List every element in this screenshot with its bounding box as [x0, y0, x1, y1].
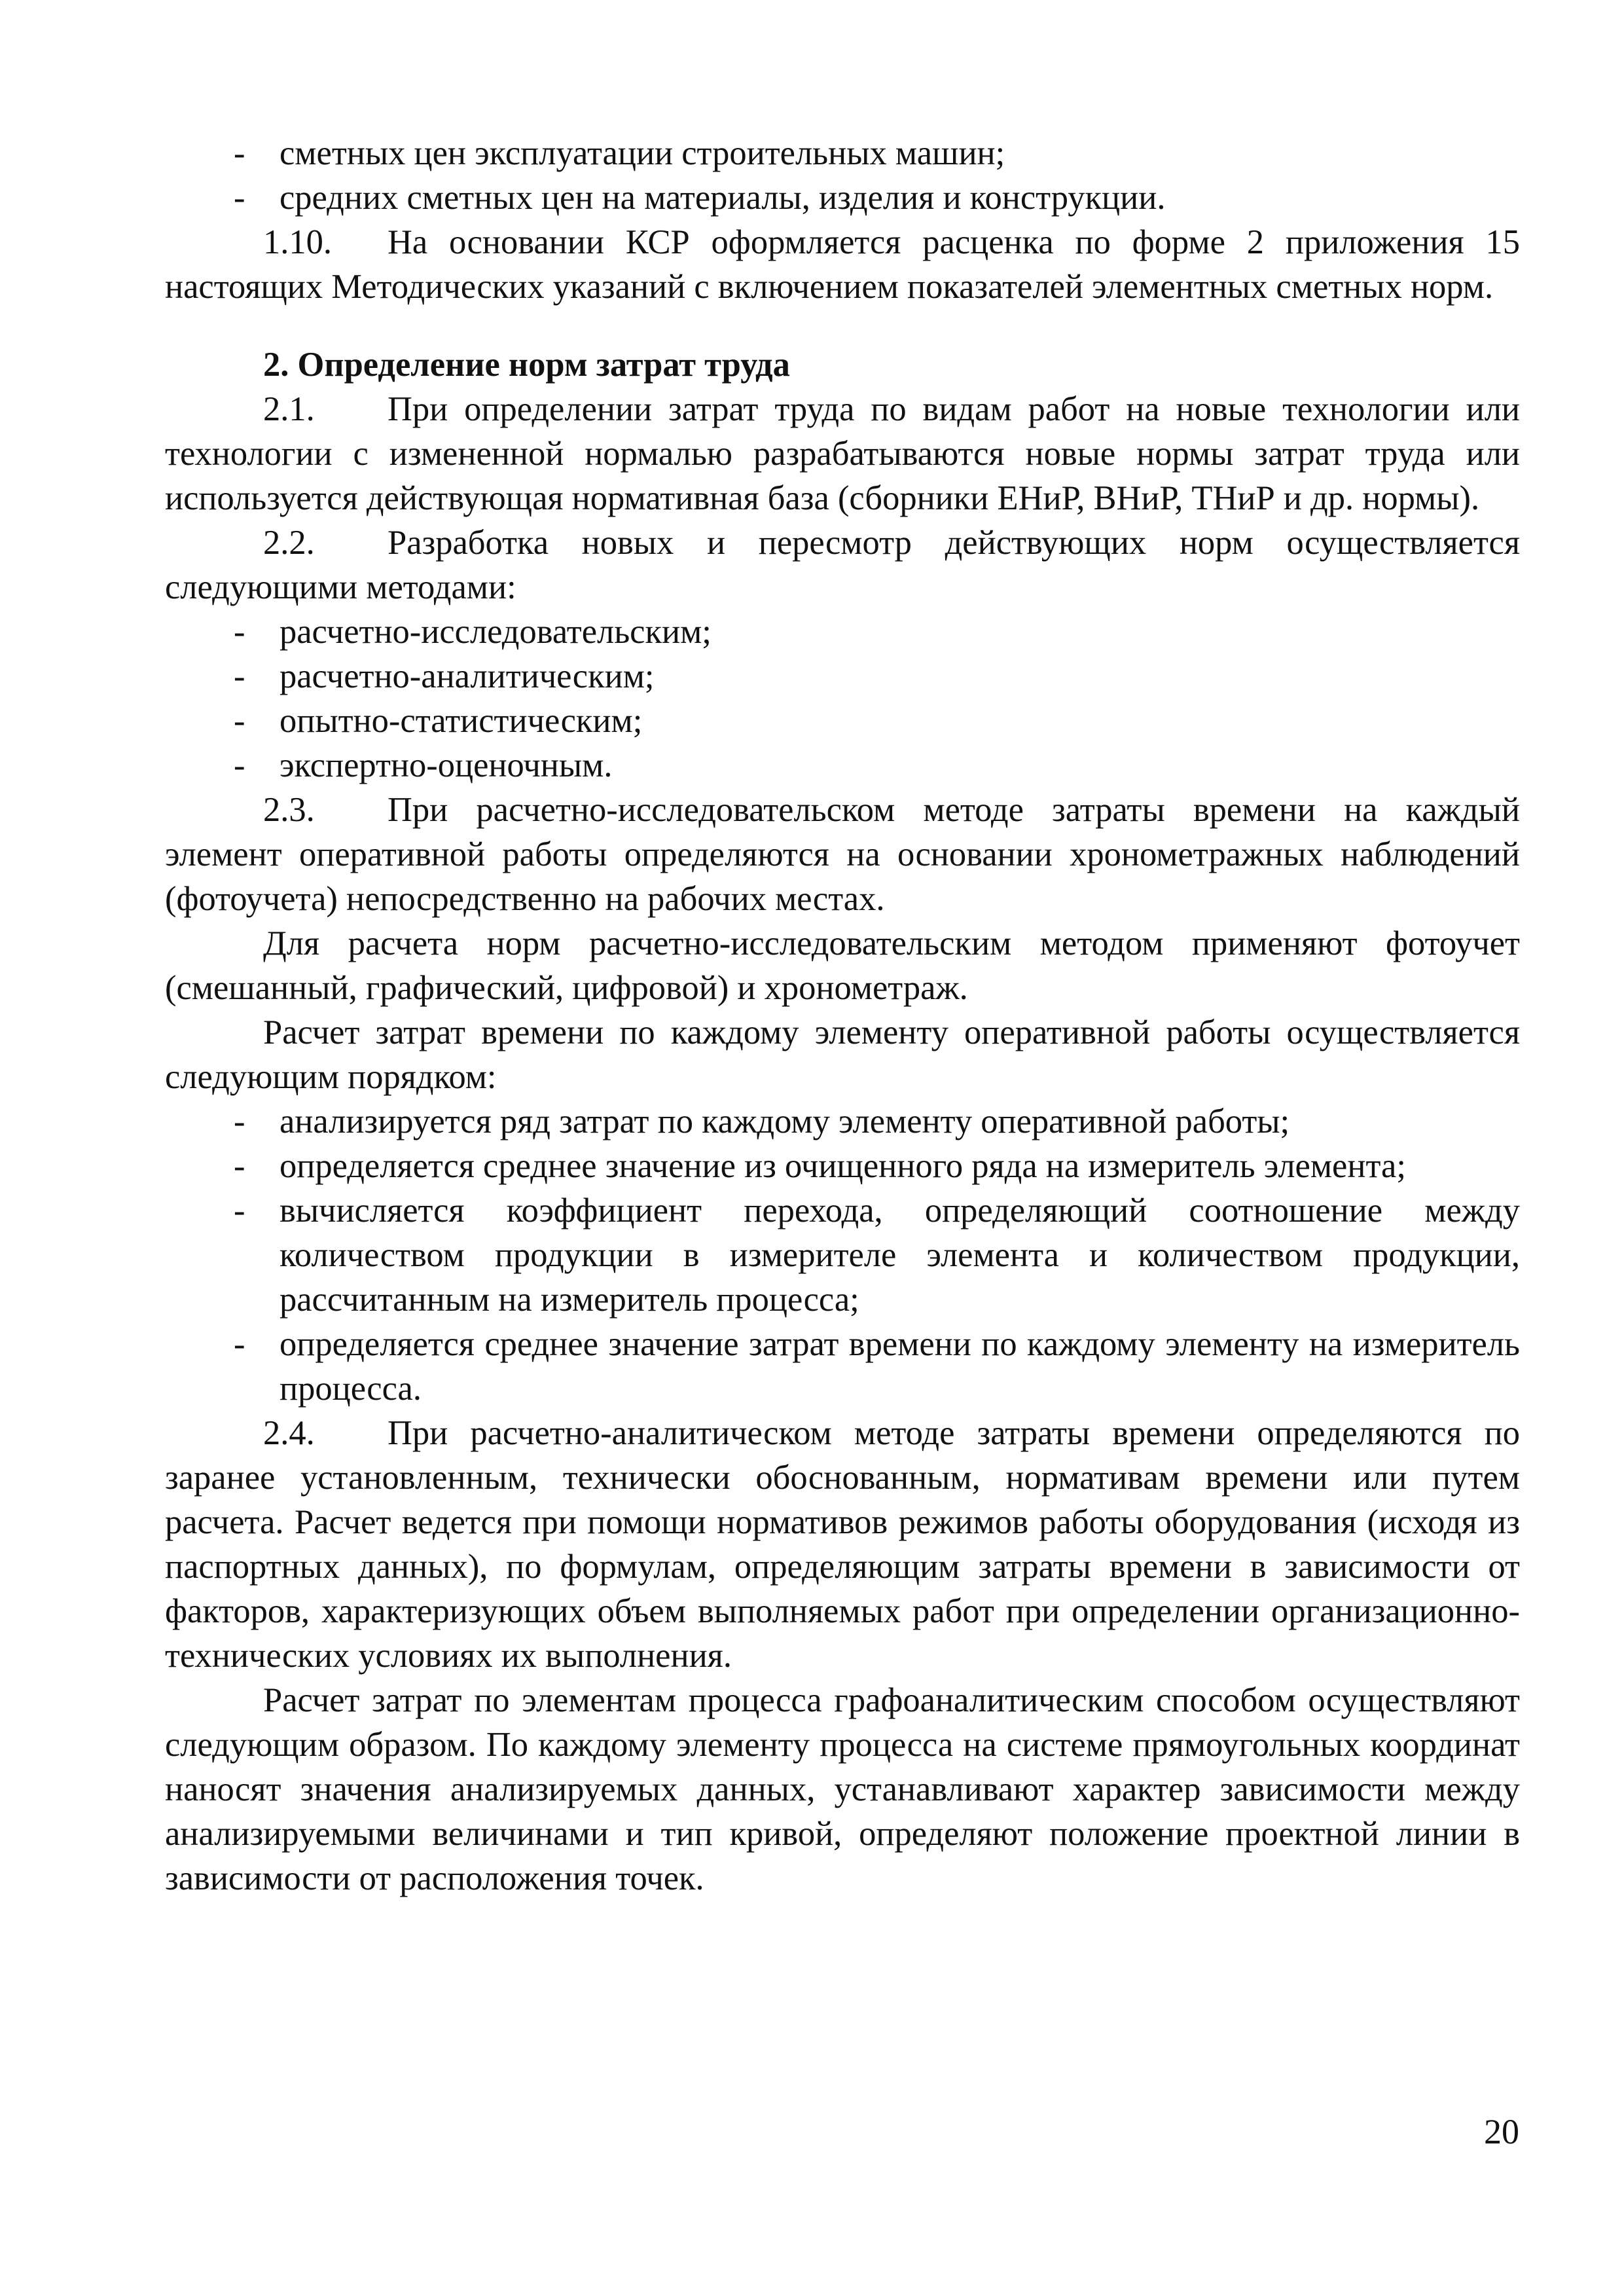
paragraph-2-2: [165, 520, 1520, 610]
list-item-text: расчетно-аналитическим;: [280, 657, 655, 695]
list-dash: -: [234, 179, 245, 217]
page-number: 20: [1484, 2112, 1519, 2151]
paragraph-text: Разработка новых и пересмотр действующих норм осуществляется следующими методами:: [165, 524, 1520, 606]
paragraph-2-3-c: Расчет затрат времени по каждому элементу оперативной работы осуществляется следующим порядком:: [165, 1013, 1520, 1096]
list-item-text: экспертно-оценочным.: [280, 746, 613, 784]
list-item: [165, 1188, 1520, 1322]
paragraph-2-3-b: Для расчета норм расчетно-исследовательским методом применяют фотоучет (смешанный, графический, цифровой) и хронометраж.: [165, 924, 1520, 1007]
document-page: [165, 131, 1520, 1901]
list-item-text: вычисляется коэффициент перехода, определяющий соотношение между количеством продукции в измерителе элемента и количеством продукции, рассчитанным на измеритель процесса;: [280, 1192, 1520, 1319]
paragraph-number: 2.4.: [263, 1414, 315, 1452]
list-item: [165, 699, 1520, 743]
paragraph-text: На основании КСР оформляется расценка по форме 2 приложения 15 настоящих Методических указаний с включением показателей элементных сметных норм.: [165, 223, 1520, 306]
list-dash: -: [234, 1102, 245, 1140]
list-item-text: расчетно-исследовательским;: [280, 613, 712, 651]
list-item: [165, 131, 1520, 175]
list-item: [165, 610, 1520, 654]
list-dash: -: [234, 1192, 245, 1230]
paragraph-2-1: [165, 387, 1520, 520]
list-item: [165, 654, 1520, 699]
paragraph-number: 2.1.: [263, 390, 315, 428]
list-item-text: определяется среднее значение из очищенного ряда на измеритель элемента;: [280, 1147, 1406, 1185]
list-item-text: средних сметных цен на материалы, изделия и конструкции.: [280, 179, 1166, 217]
section-2-heading: 2. Определение норм затрат труда: [263, 346, 790, 384]
list-dash: -: [234, 702, 245, 740]
paragraph-1-10: [165, 220, 1520, 309]
list-item-text: сметных цен эксплуатации строительных машин;: [280, 134, 1005, 172]
paragraph-number: 1.10.: [263, 223, 332, 261]
list-dash: -: [234, 1147, 245, 1185]
list-item-text: опытно-статистическим;: [280, 702, 643, 740]
list-item-text: анализируется ряд затрат по каждому элементу оперативной работы;: [280, 1102, 1290, 1140]
paragraph-text: При определении затрат труда по видам работ на новые технологии или технологии с измененной нормалью разрабатываются новые нормы затрат труда или используется действующая нормативная база (сборники ЕНиР, ВНиР, ТНиР и др. нормы).: [165, 390, 1520, 517]
list-dash: -: [234, 746, 245, 784]
list-item: [165, 1144, 1520, 1188]
list-item: [165, 175, 1520, 220]
list-item-text: определяется среднее значение затрат времени по каждому элементу на измеритель процесса.: [280, 1325, 1520, 1408]
paragraph-number: 2.3.: [263, 791, 315, 829]
list-dash: -: [234, 134, 245, 172]
paragraph-2-4: [165, 1411, 1520, 1678]
list-dash: -: [234, 613, 245, 651]
list-item: [165, 1099, 1520, 1144]
paragraph-text: При расчетно-исследовательском методе затраты времени на каждый элемент оперативной работы определяются на основании хронометражных наблюдений (фотоучета) непосредственно на рабочих местах.: [165, 791, 1520, 918]
list-item: [165, 1322, 1520, 1411]
list-dash: -: [234, 1325, 245, 1363]
paragraph-text: При расчетно-аналитическом методе затраты времени определяются по заранее установленным, технически обоснованным, нормативам времени или путем расчета. Расчет ведется при помощи нормативов режимов работы оборудования (исходя из паспортных данных), по формулам, определяющим затраты времени в зависимости от факторов, характеризующих объем выполняемых работ при определении организационно-технических условиях их выполнения.: [165, 1414, 1520, 1675]
list-dash: -: [234, 657, 245, 695]
paragraph-2-4-b: Расчет затрат по элементам процесса графоаналитическим способом осуществляют следующим образом. По каждому элементу процесса на системе прямоугольных координат наносят значения анализируемых данных, устанавливают характер зависимости между анализируемыми величинами и тип кривой, определяют положение проектной линии в зависимости от расположения точек.: [165, 1681, 1520, 1897]
paragraph-2-3: [165, 788, 1520, 921]
paragraph-number: 2.2.: [263, 524, 315, 562]
list-item: [165, 743, 1520, 788]
